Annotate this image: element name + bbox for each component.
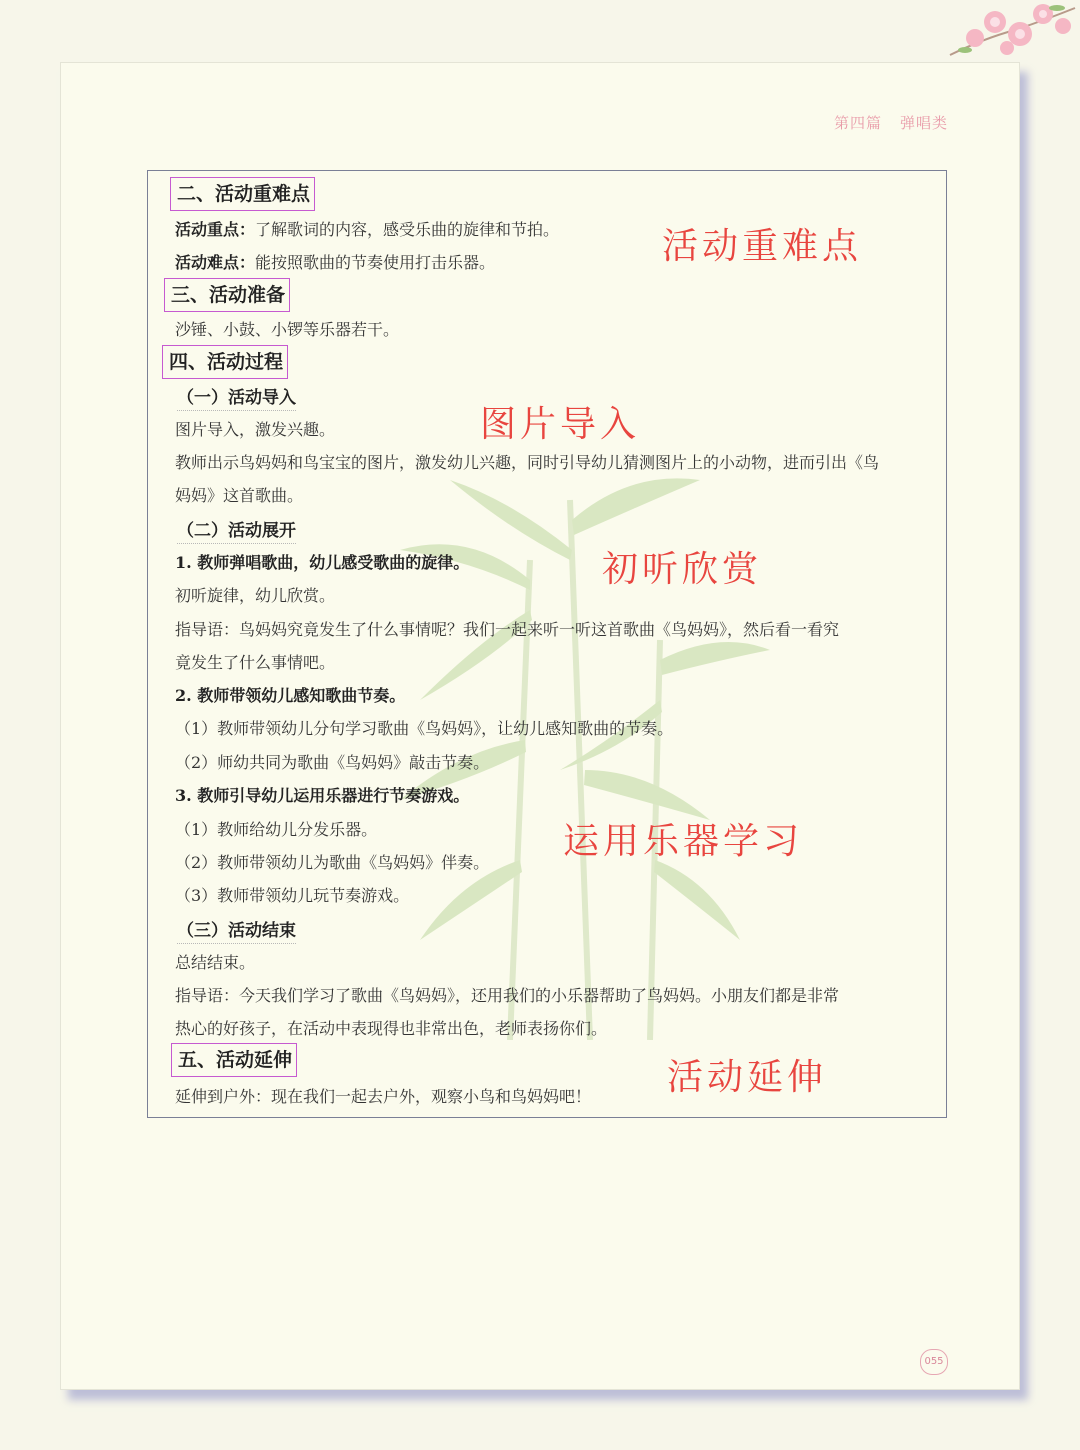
step3-line: （2）教师带领幼儿为歌曲《鸟妈妈》伴奏。 — [175, 853, 490, 872]
handwritten-note: 初听欣赏 — [602, 549, 763, 590]
preparation-text: 沙锤、小鼓、小锣等乐器若干。 — [175, 320, 400, 339]
section-title-extension: 五、活动延伸 — [171, 1043, 297, 1077]
step1-title: 1. 教师弹唱歌曲，幼儿感受歌曲的旋律。 — [175, 553, 470, 572]
page-number: 055 — [920, 1349, 948, 1375]
cherry-blossom-decoration — [945, 0, 1080, 60]
extension-text: 延伸到户外：现在我们一起去户外，观察小鸟和鸟妈妈吧！ — [175, 1087, 592, 1106]
subsection-intro-title: （一）活动导入 — [177, 383, 296, 411]
step1-line: 竟发生了什么事情吧。 — [175, 653, 336, 672]
handwritten-note: 活动延伸 — [667, 1057, 828, 1098]
running-header — [816, 112, 948, 133]
difficulty-label: 活动难点： — [175, 253, 256, 272]
ending-line: 指导语：今天我们学习了歌曲《鸟妈妈》，还用我们的小乐器帮助了鸟妈妈。小朋友们都是非常 — [175, 986, 840, 1005]
handwritten-note: 活动重难点 — [662, 226, 863, 267]
difficulty-line — [175, 250, 495, 273]
section-title-process: 四、活动过程 — [162, 345, 288, 379]
step3-title: 3. 教师引导幼儿运用乐器进行节奏游戏。 — [175, 786, 470, 805]
intro-line: 妈妈》这首歌曲。 — [175, 486, 304, 505]
step2-line: （1）教师带领幼儿分句学习歌曲《鸟妈妈》，让幼儿感知歌曲的节奏。 — [175, 719, 674, 738]
step1-line: 指导语：鸟妈妈究竟发生了什么事情呢？我们一起来听一听这首歌曲《鸟妈妈》，然后看一看究 — [175, 620, 840, 639]
step1-line: 初听旋律，幼儿欣赏。 — [175, 586, 336, 605]
ending-line: 总结结束。 — [175, 953, 256, 972]
intro-line: 图片导入，激发兴趣。 — [175, 420, 336, 439]
handwritten-note: 图片导入 — [480, 404, 641, 445]
step2-line: （2）师幼共同为歌曲《鸟妈妈》敲击节奏。 — [175, 753, 490, 772]
subsection-develop-title: （二）活动展开 — [177, 516, 296, 544]
ending-line: 热心的好孩子，在活动中表现得也非常出色，老师表扬你们。 — [175, 1019, 608, 1038]
subsection-ending-title: （三）活动结束 — [177, 916, 296, 944]
focus-line — [175, 217, 559, 240]
header-part: 第四篇 — [833, 114, 882, 132]
step3-line: （3）教师带领幼儿玩节奏游戏。 — [175, 886, 410, 905]
difficulty-text: 能按照歌曲的节奏使用打击乐器。 — [255, 253, 496, 272]
step2-title: 2. 教师带领幼儿感知歌曲节奏。 — [175, 686, 406, 705]
header-category: 弹唱类 — [899, 114, 948, 132]
section-title-preparation: 三、活动准备 — [164, 278, 290, 312]
bamboo-watermark — [360, 440, 780, 1040]
focus-text: 了解歌词的内容，感受乐曲的旋律和节拍。 — [255, 220, 560, 239]
handwritten-note: 运用乐器学习 — [563, 821, 804, 862]
step3-line: （1）教师给幼儿分发乐器。 — [175, 820, 378, 839]
section-title-key-points: 二、活动重难点 — [170, 177, 315, 211]
intro-line: 教师出示鸟妈妈和鸟宝宝的图片，激发幼儿兴趣，同时引导幼儿猜测图片上的小动物，进而引出《鸟 — [175, 453, 880, 472]
focus-label: 活动重点： — [175, 220, 256, 239]
